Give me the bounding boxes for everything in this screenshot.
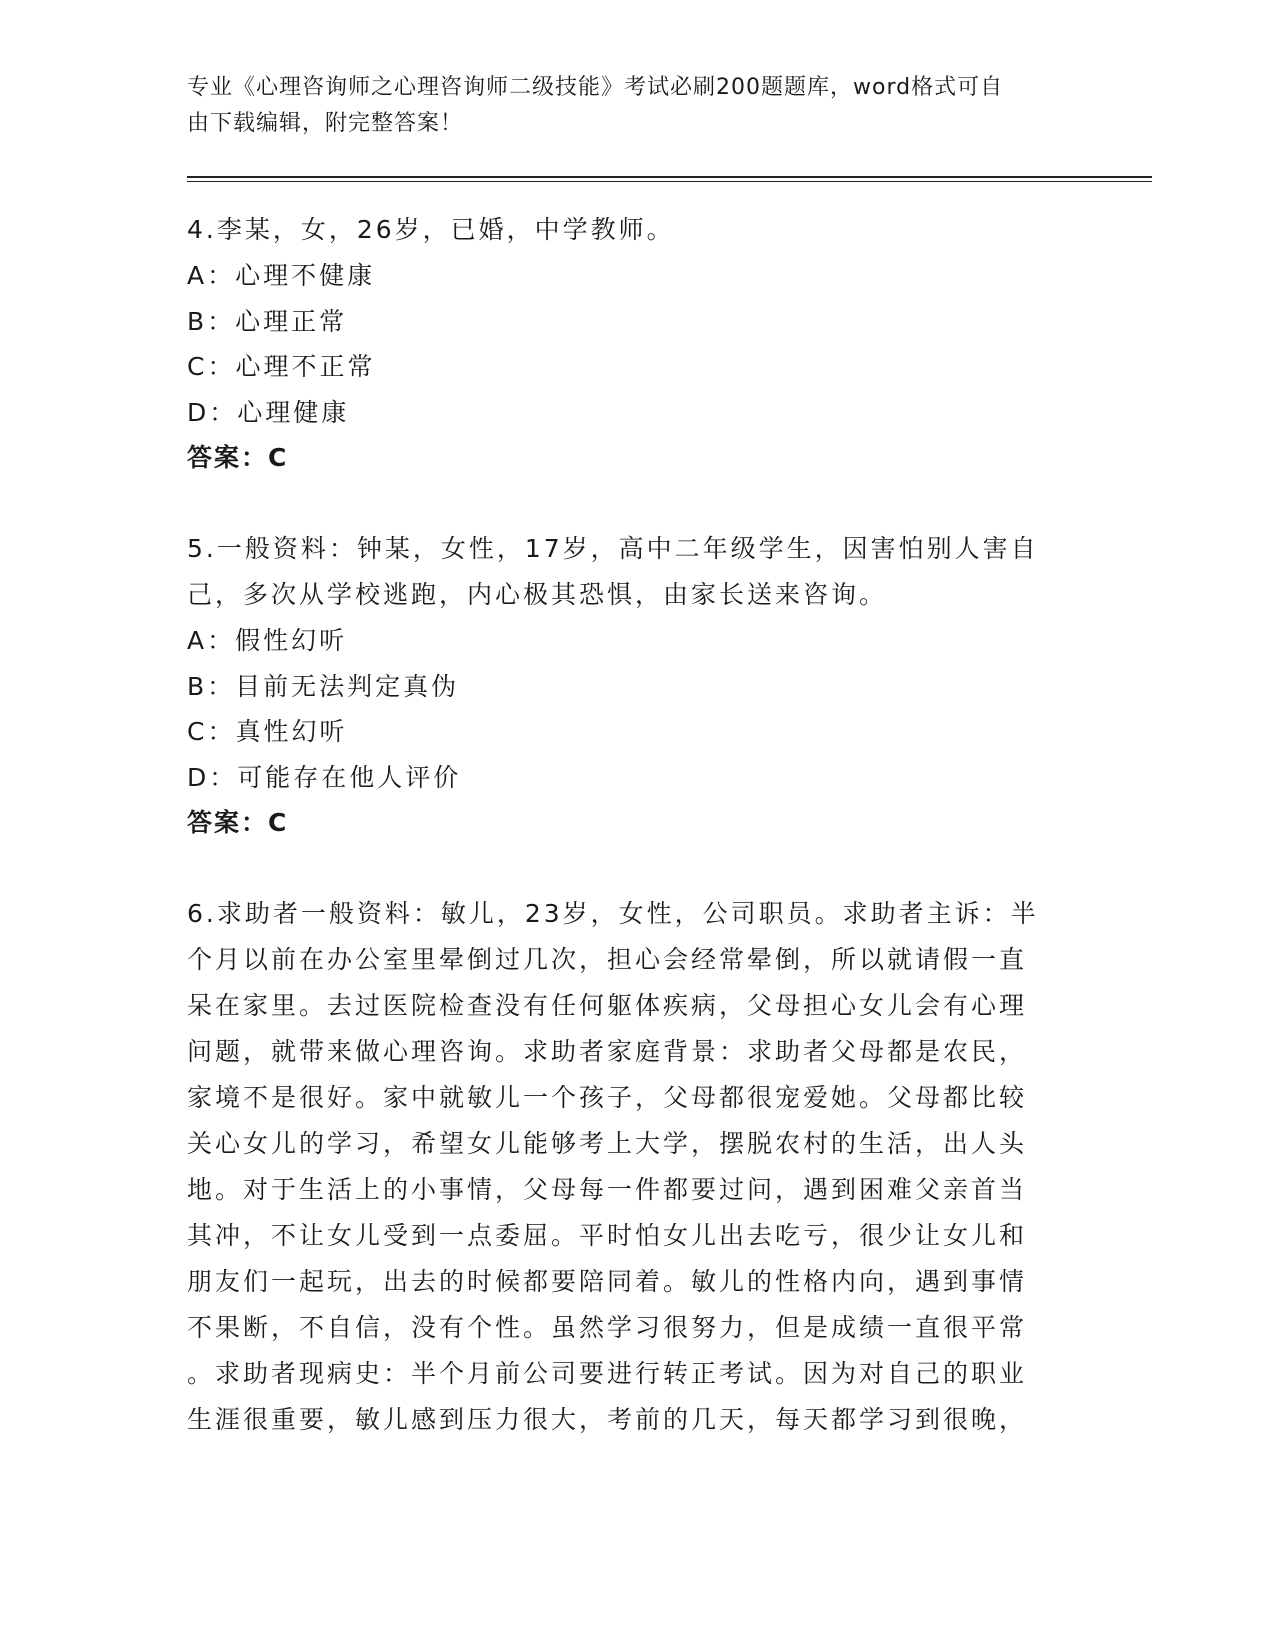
question-5 [187,526,1067,846]
question-stem: 其冲，不让女儿受到一点委屈。平时怕女儿出去吃亏，很少让女儿和 [187,1221,1028,1250]
question-stem: 个月以前在办公室里晕倒过几次，担心会经常晕倒，所以就请假一直 [187,945,1028,974]
option-b: B：目前无法判定真伪 [187,671,460,701]
option-b: B：心理正常 [187,306,348,336]
answer: 答案：C [187,443,289,472]
question-stem: 朋友们一起玩，出去的时候都要陪同着。敏儿的性格内向，遇到事情 [187,1267,1028,1296]
question-stem: 。求助者现病史：半个月前公司要进行转正考试。因为对自己的职业 [187,1359,1028,1388]
option-d: D：可能存在他人评价 [187,762,462,792]
question-stem: 呆在家里。去过医院检查没有任何躯体疾病，父母担心女儿会有心理 [187,991,1028,1020]
option-c: C：真性幻听 [187,717,348,746]
question-stem: 己，多次从学校逃跑，内心极其恐惧，由家长送来咨询。 [187,580,888,609]
option-c: C：心理不正常 [187,352,376,381]
option-a: A：假性幻听 [187,626,348,655]
question-stem: 4.李某，女，26岁，已婚，中学教师。 [187,215,675,244]
question-stem: 6.求助者一般资料：敏儿，23岁，女性，公司职员。求助者主诉：半 [187,899,1039,928]
question-stem: 问题，就带来做心理咨询。求助者家庭背景：求助者父母都是农民， [187,1037,1028,1066]
question-stem: 关心女儿的学习，希望女儿能够考上大学，摆脱农村的生活，出人头 [187,1129,1028,1158]
question-6 [187,891,1067,1443]
header-line: 专业《心理咨询师之心理咨询师二级技能》考试必刷200题题库，word格式可自 [187,75,1004,100]
question-list [187,207,1067,1488]
question-4 [187,207,1067,481]
question-stem: 5.一般资料：钟某，女性，17岁，高中二年级学生，因害怕别人害自 [187,534,1039,563]
question-stem: 不果断，不自信，没有个性。虽然学习很努力，但是成绩一直很平常 [187,1313,1028,1342]
question-stem: 地。对于生活上的小事情，父母每一件都要过问，遇到困难父亲首当 [187,1175,1028,1204]
option-d: D：心理健康 [187,397,350,427]
header-divider [187,176,1152,182]
header-line: 由下载编辑，附完整答案！ [187,111,464,136]
answer: 答案：C [187,808,289,837]
question-stem: 家境不是很好。家中就敏儿一个孩子，父母都很宠爱她。父母都比较 [187,1083,1028,1112]
question-stem: 生涯很重要，敏儿感到压力很大，考前的几天，每天都学习到很晚， [187,1405,1028,1434]
option-a: A：心理不健康 [187,261,376,290]
document-header [187,70,1067,142]
